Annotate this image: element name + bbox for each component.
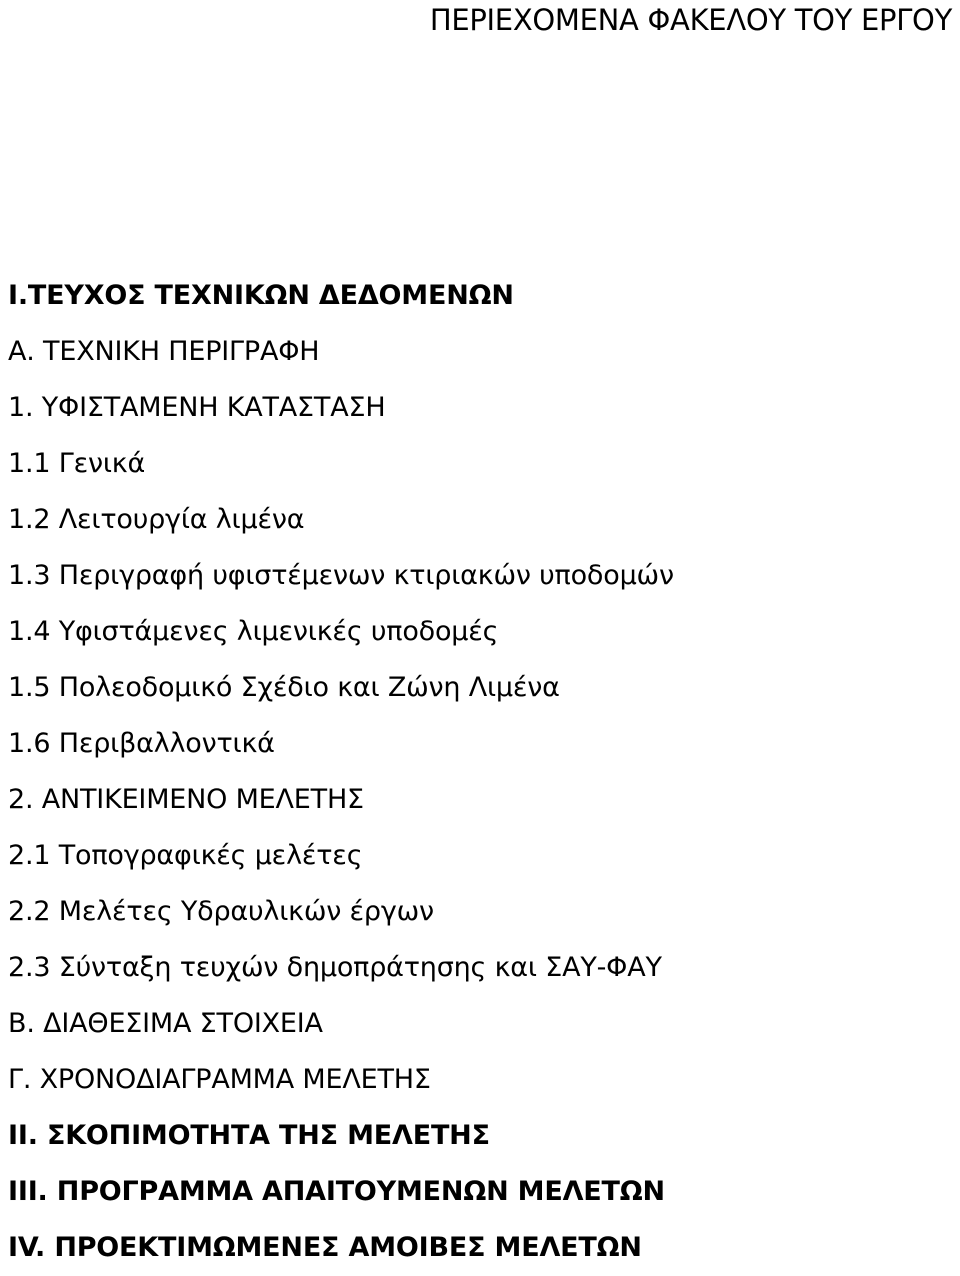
toc-item-section-iv: IV. ΠΡΟΕΚΤΙΜΩΜΕΝΕΣ ΑΜΟΙΒΕΣ ΜΕΛΕΤΩΝ [8,1232,642,1263]
toc-item-1-1: 1.1 Γενικά [8,448,146,479]
toc-item-section-iii: III. ΠΡΟΓΡΑΜΜΑ ΑΠΑΙΤΟΥΜΕΝΩΝ ΜΕΛΕΤΩΝ [8,1176,665,1207]
toc-item-b: Β. ΔΙΑΘΕΣΙΜΑ ΣΤΟΙΧΕΙΑ [8,1008,323,1039]
toc-item-2: 2. ΑΝΤΙΚΕΙΜΕΝΟ ΜΕΛΕΤΗΣ [8,784,364,815]
table-of-contents [8,268,674,1276]
toc-item-2-3: 2.3 Σύνταξη τευχών δημοπράτησης και ΣΑΥ-ΦΑΥ [8,952,662,983]
toc-item-1-4: 1.4 Υφιστάμενες λιμενικές υποδομές [8,616,499,647]
toc-item-2-1: 2.1 Τοπογραφικές μελέτες [8,840,363,871]
toc-item-1-5: 1.5 Πολεοδομικό Σχέδιο και Ζώνη Λιμένα [8,672,560,703]
toc-item-2-2: 2.2 Μελέτες Υδραυλικών έργων [8,896,434,927]
document-title: ΠΕΡΙΕΧΟΜΕΝΑ ΦΑΚΕΛΟΥ ΤΟΥ ΕΡΓΟΥ [429,3,952,37]
toc-item-1: 1. ΥΦΙΣΤΑΜΕΝΗ ΚΑΤΑΣΤΑΣΗ [8,392,386,423]
toc-item-section-ii: II. ΣΚΟΠΙΜΟΤΗΤΑ ΤΗΣ ΜΕΛΕΤΗΣ [8,1120,490,1151]
toc-item-1-3: 1.3 Περιγραφή υφιστέμενων κτιριακών υποδομών [8,560,674,591]
toc-item-c: Γ. ΧΡΟΝΟΔΙΑΓΡΑΜΜΑ ΜΕΛΕΤΗΣ [8,1064,431,1095]
toc-item-1-2: 1.2 Λειτουργία λιμένα [8,504,305,535]
toc-item-section-i: I.ΤΕΥΧΟΣ ΤΕΧΝΙΚΩΝ ΔΕΔΟΜΕΝΩΝ [8,280,514,311]
toc-item-a: Α. ΤΕΧΝΙΚΗ ΠΕΡΙΓΡΑΦΗ [8,336,320,367]
toc-item-1-6: 1.6 Περιβαλλοντικά [8,728,275,759]
